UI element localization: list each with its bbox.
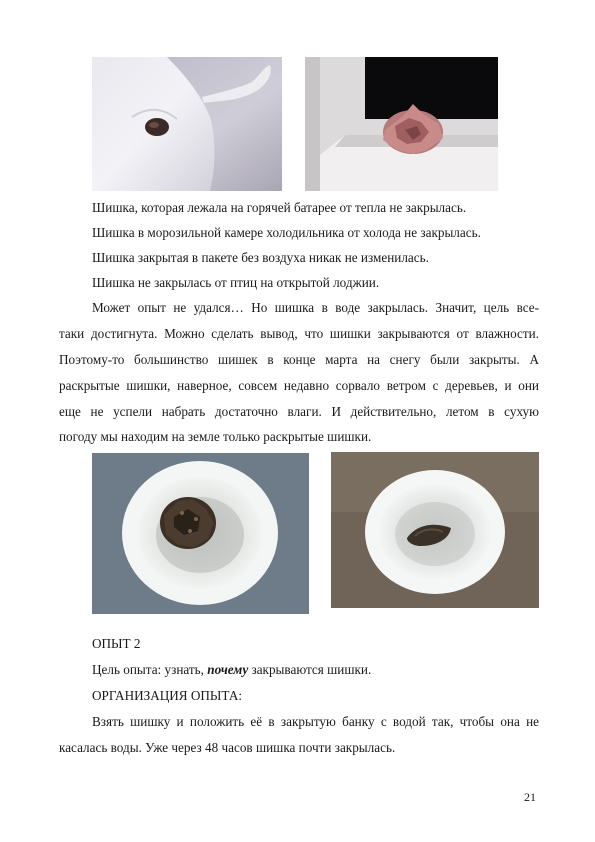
experiment-heading: ОПЫТ 2 [92, 636, 141, 651]
photo-bowl-closed-cone [331, 452, 539, 608]
experiment-paragraph-line: касалась воды. Уже через 48 часов шишка почти закрылась. [59, 740, 396, 755]
paragraph-line: Может опыт не удался… Но шишка в воде закрылась. Значит, цель все- [92, 300, 539, 315]
experiment-goal [92, 661, 371, 679]
photo-cone-in-bag [92, 57, 282, 191]
goal-suffix: закрываются шишки. [248, 662, 372, 677]
photo-bowl-open-cone [92, 453, 309, 614]
organization-heading: ОРГАНИЗАЦИЯ ОПЫТА: [92, 688, 243, 703]
paragraph-line: погоду мы находим на земле только раскрытые шишки. [59, 429, 372, 444]
experiment-paragraph-line: Взять шишку и положить её в закрытую банку с водой так, чтобы она не [92, 714, 539, 729]
caption-bag-without-air: Шишка закрытая в пакете без воздуха никак не изменилась. [92, 250, 429, 265]
page-number: 21 [524, 790, 536, 804]
goal-prefix: Цель опыта: узнать, [92, 662, 208, 677]
paragraph-line: еще не успели набрать достаточно влаги. И действительно, летом в сухую [59, 404, 539, 419]
photo-cone-on-windowsill [305, 57, 498, 191]
paragraph-line: Поэтому-то большинство шишек в конце марта на снегу были закрыты. А [59, 352, 539, 367]
paragraph-line: раскрытые шишки, наверное, совсем недавно сорвало ветром с деревьев, и они [59, 378, 539, 393]
caption-freezer: Шишка в морозильной камере холодильника от холода не закрылась. [92, 225, 481, 240]
goal-emphasis: почему [207, 662, 249, 677]
paragraph-line: таки достигнута. Можно сделать вывод, что шишки закрываются от влажности. [59, 326, 539, 341]
caption-open-loggia: Шишка не закрылась от птиц на открытой лоджии. [92, 275, 380, 290]
caption-hot-radiator: Шишка, которая лежала на горячей батарее от тепла не закрылась. [92, 200, 467, 215]
